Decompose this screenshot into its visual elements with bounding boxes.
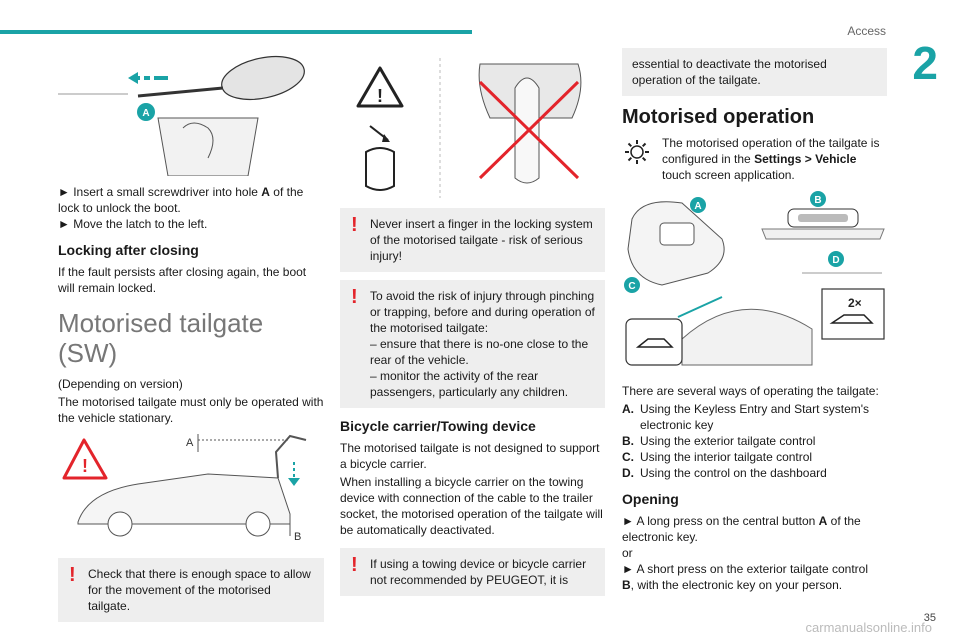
callout-a-label: A — [142, 108, 150, 119]
way-c: C. Using the interior tailgate control — [622, 450, 813, 464]
screwdriver-illustration — [58, 48, 324, 176]
tailgate-heading: Motorised tailgate (SW) — [58, 308, 264, 368]
warning-exclamation-icon: ! — [351, 554, 358, 576]
opening-or: or — [622, 546, 633, 560]
step-move-latch: ► Move the latch to the left. — [58, 217, 208, 231]
svg-text:!: ! — [377, 86, 383, 106]
tailgate-stationary-note: The motorised tailgate must only be operated with the vehicle stationary. — [58, 395, 324, 425]
callout-a-label: A — [694, 201, 702, 212]
car-tailgate-diagram — [58, 432, 324, 544]
watermark-text: carmanualsonline.info — [805, 620, 932, 635]
bicycle-text-1: The motorised tailgate is not designed to support a bicycle carrier. — [340, 441, 600, 471]
warning-exclamation-icon: ! — [69, 564, 76, 586]
tailgate-version-note: (Depending on version) — [58, 377, 183, 391]
dimension-a-label: A — [186, 437, 194, 449]
callout-c-label: C — [628, 281, 636, 292]
settings-info: The motorised operation of the tailgate is configured in the Settings > Vehicle touch screen application. — [622, 135, 887, 183]
warning-pinch-box: ! To avoid the risk of injury through pinching or trapping, before and during operation of the motorised tailgate: – ensure that there is no-one close to the rear of the vehicle. – monitor the activity of the rear passengers, particularly any children. — [340, 280, 605, 408]
column-right — [622, 48, 887, 593]
warning-finger-box: ! Never insert a finger in the locking system of the motorised tailgate - risk of serious injury! — [340, 208, 605, 272]
controls-illustration — [622, 189, 887, 379]
bicycle-heading: Bicycle carrier/Towing device — [340, 418, 536, 434]
locking-heading: Locking after closing — [58, 242, 199, 258]
warning-towing-box: ! If using a towing device or bicycle carrier not recommended by PEUGEOT, it is — [340, 548, 605, 596]
finger-warning-illustration — [340, 48, 605, 200]
page-number: 35 — [923, 612, 936, 624]
control-2x-label: 2× — [848, 296, 862, 310]
section-title: Access — [847, 24, 886, 38]
warning-space-box: ! Check that there is enough space to allow for the movement of the motorised tailgate. — [58, 558, 324, 622]
locking-text: If the fault persists after closing again, the boot will remain locked. — [58, 265, 307, 295]
way-d: D. Using the control on the dashboard — [622, 466, 827, 480]
note-continued-box: essential to deactivate the motorised operation of the tailgate. — [622, 48, 887, 96]
way-a-cont: electronic key — [640, 418, 714, 432]
warning-exclamation-icon: ! — [351, 214, 358, 236]
ways-intro: There are several ways of operating the tailgate: — [622, 384, 879, 398]
header-accent-bar — [0, 30, 472, 34]
way-a: A. Using the Keyless Entry and Start system's — [622, 402, 870, 416]
column-left — [58, 48, 324, 630]
warning-exclamation-icon: ! — [351, 286, 358, 308]
gear-icon — [622, 137, 652, 167]
opening-step-2: ► A short press on the exterior tailgate control B, with the electronic key on your person. — [622, 562, 869, 592]
bicycle-text-2: When installing a bicycle carrier on the towing device with connection of the cable to the trailer socket, the motorised operation of the tailgate will be automatically deactivated. — [340, 475, 603, 537]
opening-heading: Opening — [622, 491, 679, 507]
svg-text:!: ! — [82, 456, 88, 476]
callout-b-label: B — [814, 195, 822, 206]
chapter-number: 2 — [912, 37, 938, 89]
opening-step-1: ► A long press on the central button A of the electronic key. — [622, 514, 861, 544]
dimension-b-label: B — [294, 531, 302, 543]
way-b: B. Using the exterior tailgate control — [622, 434, 816, 448]
column-middle — [340, 48, 605, 604]
motorised-heading: Motorised operation — [622, 106, 815, 128]
callout-d-label: D — [832, 255, 840, 266]
step-screwdriver: ► Insert a small screwdriver into hole A of the lock to unlock the boot. — [58, 185, 304, 215]
